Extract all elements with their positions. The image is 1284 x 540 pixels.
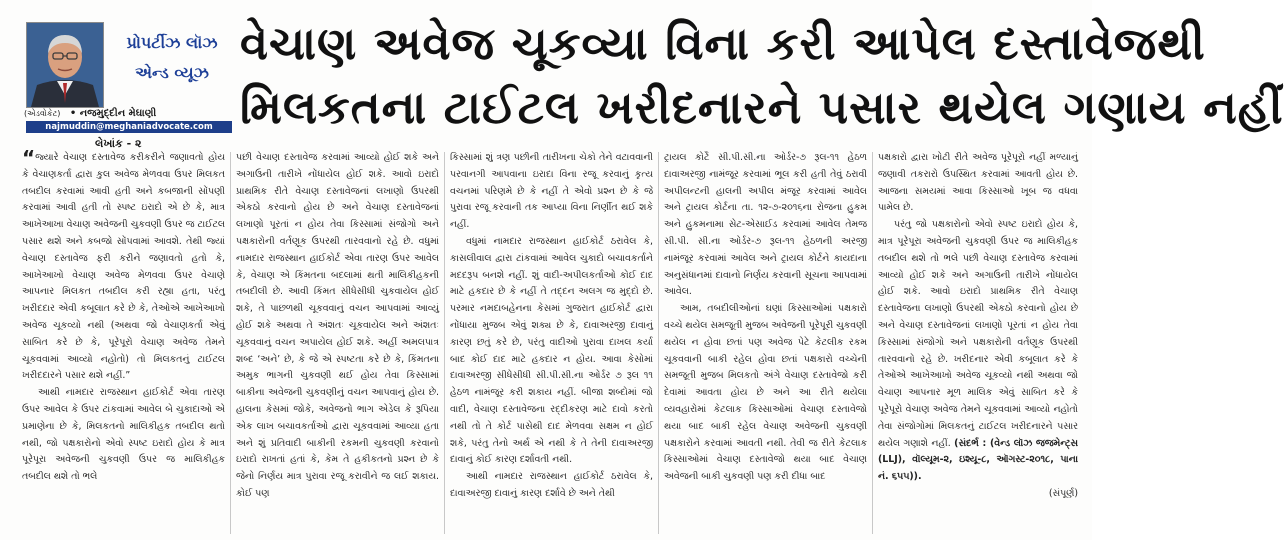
author-role: (એડવોકેટ) [24,109,61,118]
author-email[interactable]: najmuddin@meghaniadvocate.com [26,121,232,133]
article-column-2 [236,150,439,536]
reference-citation: (સંદર્ભ : (વેન્ડ લૉઝ જજમેન્ટ્સ (LLJ), વૉલ્યૂમ-૨, ઇશ્યૂ-૮, ઑગસ્ટ-૨૦૧૮, પાના નં. ૬૫૫)). [878,437,1078,483]
series-label: લેખાંક - ૨ [95,137,142,150]
author-byline [24,108,234,119]
column-title [112,28,232,88]
open-quote-icon: “ [22,146,36,170]
paragraph: વધુમાં નામદાર રાજસ્થાન હાઈકોર્ટ ઠરાવેલ કે, કાસલીવાલ દ્વારા ટાંકવામાં આવેલ ચુકાદો બચાવકર્તાને મદદરૂપ બનશે નહીં. શું વાદી-અપીલકર્તાઓ કોઈ દાદ માટે હકદાર છે કે નહીં તે તદ્દન અલગ જ મુદ્દો છે. પરમાર નમદાબહેનના કેસમાં ગુજરાત હાઈકોર્ટ દ્વારા નોંધાયા મુજબ એવું શક્ય છે કે, દાવાઅરજી દાવાનું કારણ છતું કરે છે, પરંતુ વાદીઓ પુરાવા દાખલ કર્યા બાદ કોઈ દાદ માટે હકદાર ન હોય. આવા કેસોમાં દાવાઅરજી સીધેસીધી સી.પી.સી.ના ઓર્ડર ૭ રૂલ ૧૧ હેઠળ નામંજૂર કરી શકાય નહીં. બીજા શબ્દોમાં જો વાદી, વેચાણ દસ્તાવેજના રદ્દીકરણ માટે દાવો કરતો નથી તો તે કોર્ટ પાસેથી દાદ મેળવવા સક્ષમ ન હોઈ શકે, પરંતુ તેનો અર્થ એ નથી કે તે તેની દાવાઅરજી દાવાનું કોઈ કારણ દર્શાવતી નથી. [450,235,653,466]
paragraph: આમ, તબદીલીઓનાં ઘણાં કિસ્સાઓમાં પક્ષકારો વચ્ચે થયેલ સમજૂતી મુજબ અવેજની પૂરેપૂરી ચુકવણી થયેલ ન હોવા છતાં પણ અવેજ પેટે કેટલીક રકમ ચૂકવવાની બાકી રહેલ હોવા છતાં પક્ષકારો વચ્ચેની સમજૂતી મુજબ મિલકતો અંગે વેચાણ દસ્તાવેજો કરી દેવામાં આવતા હોય છે અને આ રીતે થયેલા વ્યવહારોમાં કેટલાક કિસ્સાઓમાં વેચાણ દસ્તાવેજો થયા બાદ બાકી રહેલ વેચાણ અવેજની ચુકવણી પક્ષકારોને કરવામાં આવતી નથી. તેવી જ રીતે કેટલાક કિસ્સાઓમાં વેચાણ દસ્તાવેજો થયા બાદ વેચાણ અવેજની બાકી ચુકવણી પણ કરી દીધા બાદ [664,303,867,483]
paragraph: કિસ્સામાં શું ત્રણ પછીની તારીખના ચેકો તેને વટાવવાની પરવાનગી આપવાના ઇરાદા વિના રજૂ કરવાનું કૃત્ય વચનમાં પરિણમે છે કે નહીં તે એવો પ્રશ્ન છે કે જે પુરાવા રજૂ કરવાની તક આપ્યા વિના નિર્ણીત થઈ શકે નહીં. [450,152,653,231]
column-divider [444,152,445,534]
paragraph: આથી નામદાર રાજસ્થાન હાઈકોર્ટ એવા તારણ ઉપર આવેલ કે ઉપર ટાંકવામાં આવેલ બે ચુકાદાઓ એ પ્રમાણેના છે કે, મિલકતનો માલિકીહક તબદીલ થતો નથી, જો પક્ષકારોનો એવો સ્પષ્ટ ઇરાદો હોય કે માત્ર પૂરેપૂરા અવેજની ચુકવણી ઉપર જ માલિકીહક તબદીલ થશે તો ભલે [22,387,225,483]
author-name: • નજમુદ્દીન મેઘાણી [69,108,157,119]
paragraph: પછી વેચાણ દસ્તાવેજ કરવામાં આવ્યો હોઈ શકે અને અગાઉની તારીખે નોંધાયેલ હોઈ શકે. આવો ઇરાદો પ્રાથમિક રીતે વેચાણ દસ્તાવેજનાં લખાણો ઉપરથી એકઠો કરવાનો હોય છે અને વેચાણ દસ્તાવેજનાં લખાણો પૂરતાં ન હોય તેવા કિસ્સામાં સંજોગો અને પક્ષકારોની વર્તણૂક ઉપરથી તારવવાનો રહે છે. વધુમાં નામદાર રાજસ્થાન હાઈકોર્ટ એવા તારણ ઉપર આવેલ કે, વેચાણ એ કિંમતના બદલામાં થતી માલિકીહકની તબદીલી છે. આવી કિંમત સીધેસીધી ચુકવાયેલ હોઈ શકે, તે પાછળથી ચૂકવવાનું વચન આપવામાં આવ્યું હોઈ શકે અથવા તે અંશતઃ ચૂકવાયેલ અને અંશતઃ ચૂકવવાનું વચન અપાયેલ હોઈ શકે. અહીં અમલપાત્ર શબ્દ ‘અને’ છે, કે જે એ સ્પષ્ટતા કરે છે કે, કિંમતના અમુક ભાગની ચુકવણી થઈ હોય તેવા કિસ્સામાં બાકીના અવેજની ચુકવણીનું વચન આપવાનું હોય છે. હાલના કેસમાં જોકે, અવેજનો ભાગ એડેલ કે રૂપિયા એક લાખ બચાવકર્તાઓ દ્વારા ચૂકવવામાં આવ્યા હતા અને શું પ્રતિવાદી બાકીની રકમની ચુકવણી કરવાનો ઇરાદો રાખતાં હતાં કે, કેમ તે હકીકતનો પ્રશ્ન છે કે જેનો નિર્ણય માત્ર પુરાવા રજૂ કરાવીને જ લઈ શકાય. કોઈ પણ [236,152,439,499]
column-divider [230,152,231,534]
article-column-5 [878,150,1078,536]
paragraph: ટ્રાયલ કોર્ટે સી.પી.સી.ના ઓર્ડર-૭ રૂલ-૧૧ હેઠળ દાવાઅરજી નામંજૂર કરવામાં ભૂલ કરી હતી તેવું ઠરાવી અપીલન્ટની હાલની અપીલ મંજૂર કરવામાં આવેલ અને ટ્રાયલ કોર્ટના તા. ૧૨-૭-૨૦૧૬ના રોજના હુકમ અને હુકમનામા સેટ-એસાઈડ કરવામાં આવેલ તેમજ સી.પી. સી.ના ઓર્ડર-૭ રૂલ-૧૧ હેઠળની અરજી નામંજૂર કરવામાં આવેલ અને ટ્રાયલ કોર્ટને કાયદાના અનુસંધાનમાં દાવાનો નિર્ણય કરવાની સૂચના આપવામાં આવેલ. [664,152,867,298]
column-title-line1: પ્રોપર્ટીઝ લૉઝ [126,33,218,52]
sign-off: (સંપૂર્ણ) [1048,487,1078,499]
article-column-3 [450,150,653,536]
author-photo [26,22,104,108]
column-divider [872,152,873,534]
article-column-1 [22,146,225,536]
paragraph: “જ્યારે વેચાણ દસ્તાવેજ કરીકરીને જણાવતો હોય કે વેચાણકર્તા દ્વારા કુલ અવેજ મેળવવા ઉપર મિલકત તબદીલ કરવામાં આવી હતી અને કબજાની સોંપણી કરવામાં આવી હતી તો સ્પષ્ટ ઇરાદો એ છે કે, માત્ર આખેઆખા વેચાણ અવેજની ચુકવણી ઉપર જ ટાઈટલ પસાર થશે અને કબજો સોંપવામાં આવશે. તેથી જ્યાં વેચાણ દસ્તાવેજ ફરી કરીને જણાવતો હતો કે, આખેઆખો વેચાણ અવેજ મેળવવા ઉપર વેચાણે આપનાર મિલકત તબદીલ કરી રહ્યા હતા, પરંતુ ખરીદદાર એવી કબૂલાત કરે છે કે, તેઓએ આખેઆખો અવેજ ચૂકવ્યો નથી (અથવા જો વેચાણકર્તા એવું સાબિત કરે છે કે, પૂરેપૂરો વેચાણ અવેજ તેમને ચૂકવવામાં આવ્યો નહોતો) તો મિલકતનું ટાઈટલ ખરીદદારને પસાર થશે નહીં.” [22,146,225,382]
paragraph: પક્ષકારો દ્વારા ખોટી રીતે અવેજ પૂરેપૂરો નહીં મળ્યાનું જણાવી તકરારો ઉપસ્થિત કરવામાં આવતી હોય છે. આજના સમયમાં આવા કિસ્સાઓ ખૂબ જ વધવા પામેલ છે. [878,152,1078,214]
headline-line1: વેચાણ અવેજ ચૂકવ્યા વિના કરી આપેલ દસ્તાવેજથી [240,17,1206,70]
paragraph: આથી નામદાર રાજસ્થાન હાઈકોર્ટ ઠરાવેલ કે, દાવાઅરજી દાવાનું કારણ દર્શાવે છે અને તેથી [450,471,653,499]
paragraph: પરંતુ જો પક્ષકારોનો એવો સ્પષ્ટ ઇરાદો હોય કે, માત્ર પૂરેપૂરા અવેજની ચુકવણી ઉપર જ માલિકીહક તબદીલ થશે તો ભલે પછી વેચાણ દસ્તાવેજ કરવામાં આવ્યો હોઈ શકે અને અગાઉની તારીખે નોંધાયેલ હોઈ શકે. આવો ઇરાદો પ્રાથમિક રીતે વેચાણ દસ્તાવેજના લખાણો ઉપરથી એકઠો કરવાનો હોય છે અને વેચાણ દસ્તાવેજનાં લખાણો પૂરતાં ન હોય તેવા કિસ્સામાં સંજોગો અને પક્ષકારોની વર્તણૂક ઉપરથી તારવવાનો રહે છે. ખરીદનાર એવી કબૂલાત કરે કે તેઓએ આખેઆખો અવેજ ચૂકવ્યો નથી અથવા જો વેચાણ આપનાર મૂળ માલિક એવું સાબિત કરે કે પૂરેપૂરો વેચાણ અવેજ તેમને ચૂકવવામાં આવ્યો નહોતો તેવા સંજોગોમાં મિલકતનું ટાઈટલ ખરીદનારને પસાર થયેલ ગણાશે નહીં. (સંદર્ભ : (વેન્ડ લૉઝ જજમેન્ટ્સ (LLJ), વૉલ્યૂમ-૨, ઇશ્યૂ-૮, ઑગસ્ટ-૨૦૧૮, પાના નં. ૬૫૫)). [878,219,1078,483]
column-divider [658,152,659,534]
article-column-4 [664,150,867,536]
column-title-line2: એન્ડ વ્યૂઝ [135,63,209,82]
headline-line2: મિલકતના ટાઈટલ ખરીદનારને પસાર થયેલ ગણાય નહીં [240,81,1284,134]
